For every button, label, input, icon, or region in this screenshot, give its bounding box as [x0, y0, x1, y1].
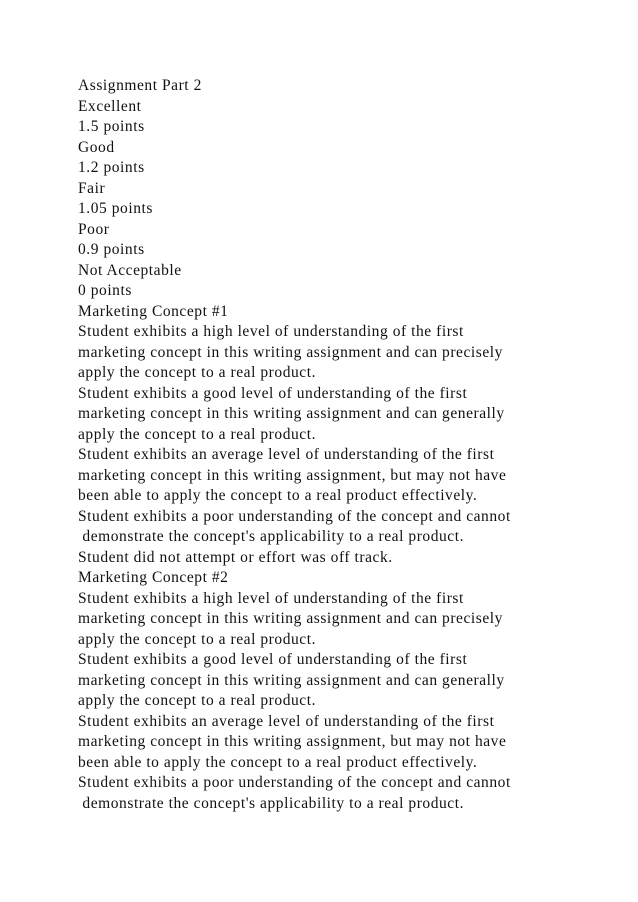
rating-label-poor: Poor — [78, 220, 110, 238]
text-line: Student did not attempt or effort was off track. — [78, 548, 393, 566]
text-line: Student exhibits a high level of understanding of the first — [78, 589, 464, 607]
text-line: apply the concept to a real product. — [78, 364, 317, 381]
criterion-heading-concept-1: Marketing Concept #1 — [78, 302, 229, 320]
rating-label-not-acceptable: Not Acceptable — [78, 261, 182, 279]
rating-label-excellent: Excellent — [78, 97, 142, 115]
text-line: Student exhibits a good level of understanding of the first — [78, 651, 468, 668]
text-line: apply the concept to a real product. — [78, 692, 317, 709]
text-line: Student exhibits a poor understanding of the concept and cannot — [78, 774, 511, 791]
rating-label-fair: Fair — [78, 179, 106, 197]
rating-points-not-acceptable: 0 points — [78, 282, 132, 299]
text-line: demonstrate the concept's applicability to a real product. — [78, 794, 465, 812]
text-line: Student exhibits a poor understanding of the concept and cannot — [78, 507, 511, 525]
rating-points-poor: 0.9 points — [78, 241, 145, 258]
text-line: marketing concept in this writing assignment and can precisely — [78, 343, 503, 361]
rating-label-good: Good — [78, 138, 115, 156]
text-line: marketing concept in this writing assignment and can generally — [78, 671, 505, 689]
text-line: Student exhibits an average level of understanding of the first — [78, 712, 495, 730]
text-line: been able to apply the concept to a real product effectively. — [78, 753, 478, 771]
text-line: marketing concept in this writing assignment and can precisely — [78, 610, 503, 627]
text-line: marketing concept in this writing assignment, but may not have — [78, 733, 507, 750]
rating-points-good: 1.2 points — [78, 159, 145, 176]
rating-points-excellent: 1.5 points — [78, 118, 145, 135]
text-line: marketing concept in this writing assignment, but may not have — [78, 466, 507, 484]
section-title: Assignment Part 2 — [78, 77, 202, 94]
text-line: apply the concept to a real product. — [78, 630, 317, 648]
document-text — [78, 76, 618, 814]
rating-points-fair: 1.05 points — [78, 200, 153, 217]
text-line: Student exhibits an average level of understanding of the first — [78, 446, 495, 463]
text-line: apply the concept to a real product. — [78, 425, 317, 443]
text-line: demonstrate the concept's applicability to a real product. — [78, 528, 465, 545]
text-line: Student exhibits a good level of understanding of the first — [78, 384, 468, 402]
text-line: been able to apply the concept to a real product effectively. — [78, 487, 478, 504]
text-line: marketing concept in this writing assignment and can generally — [78, 405, 505, 422]
criterion-heading-concept-2: Marketing Concept #2 — [78, 569, 229, 586]
text-line: Student exhibits a high level of understanding of the first — [78, 323, 464, 340]
